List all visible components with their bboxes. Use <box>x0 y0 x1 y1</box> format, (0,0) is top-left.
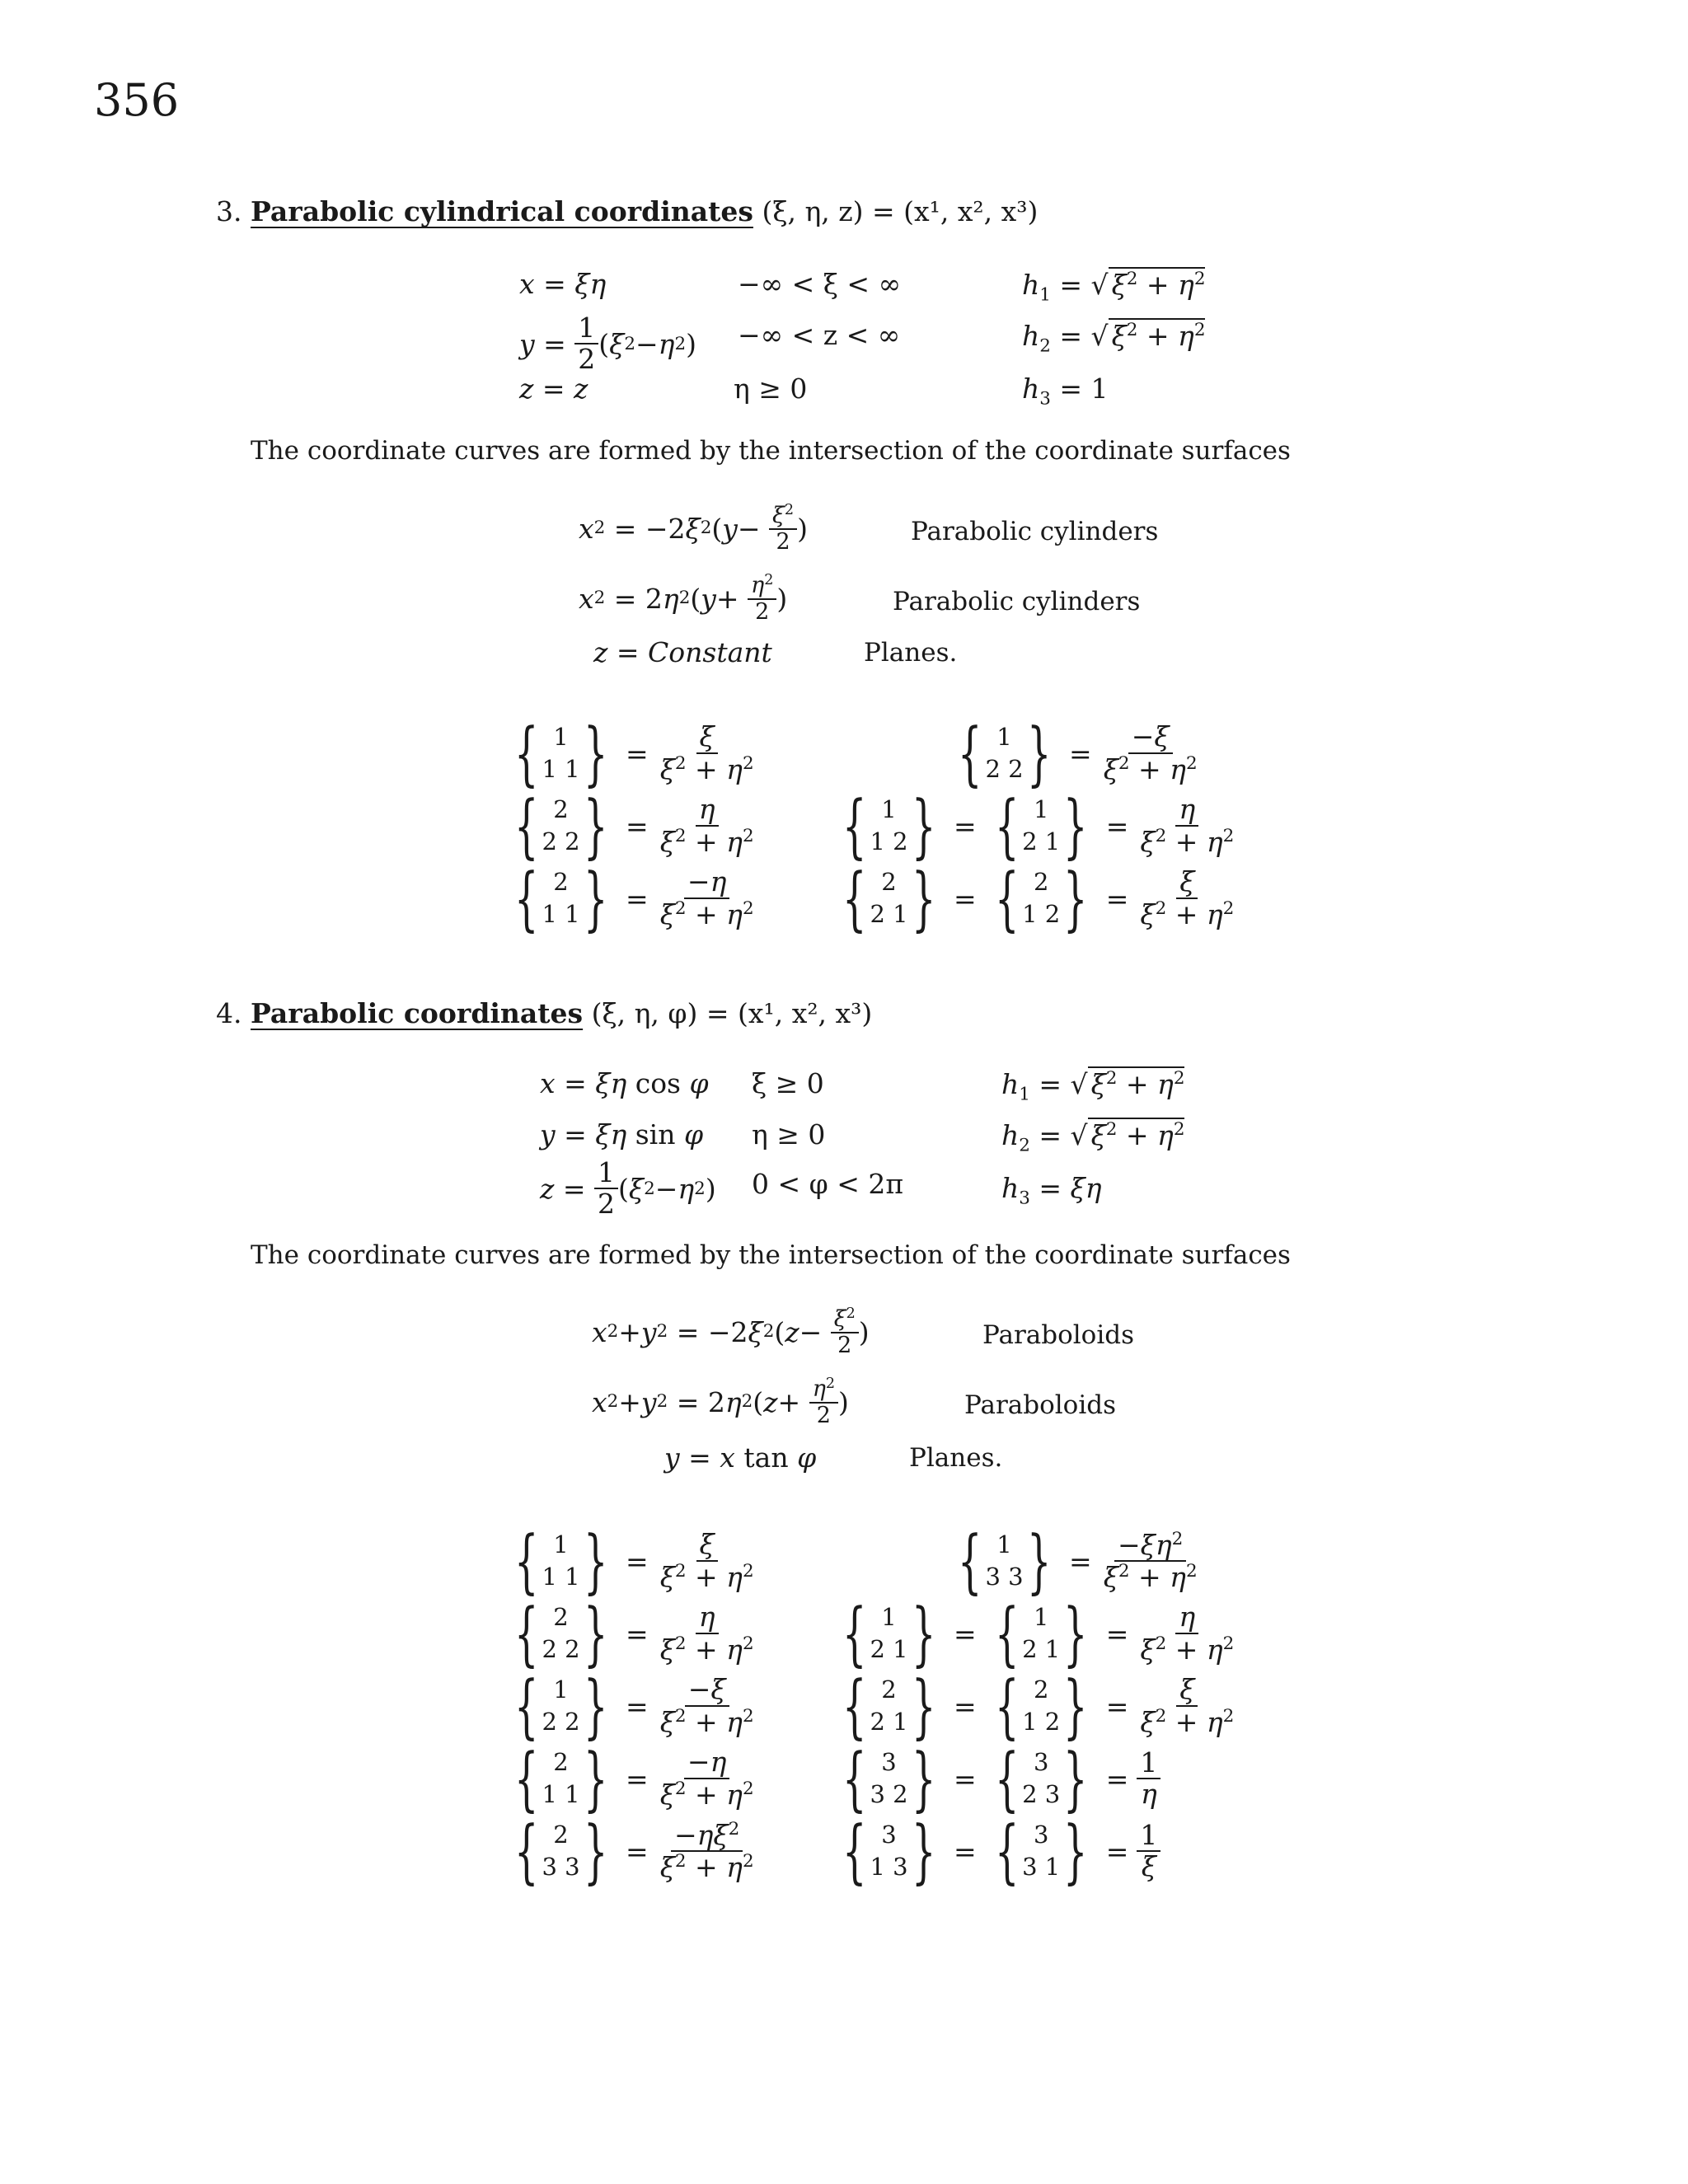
s4-christoffel-2-33: { 2 3 3 } = $\frac{-\eta\xi^2}{\xi^2 + \eta^2}$ <box>514 1811 754 1891</box>
s3-surface-3: z = Constant <box>593 636 772 668</box>
s4-range-phi: 0 < φ < 2π <box>752 1168 904 1200</box>
s4-range-eta: η ≥ 0 <box>752 1118 826 1151</box>
s3-christoffel-1-22: { 1 2 2 } = $\frac{-\xi}{\xi^2 + \eta^2}$ <box>958 713 1198 794</box>
s4-curves-text: The coordinate curves are formed by the intersection of the coordinate surfaces <box>251 1240 1291 1270</box>
s3-scale-h2: $h_2$ = √ $\xi^2 + \eta^2$ <box>1022 320 1206 357</box>
s4-transform-x: x = ξη cos φ <box>540 1067 709 1099</box>
s3-transform-y: y = $\frac{1}{2}$ ( ξ 2 − η 2 ) <box>519 312 696 376</box>
s3-surface-2-label: Parabolic cylinders <box>893 587 1141 616</box>
section-4-heading <box>216 997 873 1029</box>
s4-christoffel-1-21: { 1 2 1 } = { 1 2 1 } = $\frac{\eta}{\xi^2 + \eta^2}$ <box>842 1593 1235 1674</box>
section-4-number: 4. <box>216 997 242 1029</box>
s3-transform-x: x = ξη <box>519 268 607 300</box>
s3-christoffel-2-11: { 2 1 1 } = $\frac{-\eta}{\xi^2 + \eta^2}$ <box>514 858 754 939</box>
section-3-number: 3. <box>216 195 242 227</box>
s3-transform-z: z = z <box>519 373 588 405</box>
s4-christoffel-2-11: { 2 1 1 } = $\frac{-\eta}{\xi^2 + \eta^2}$ <box>514 1738 754 1819</box>
s3-surface-1: x 2 = −2 ξ 2 ( y − $\frac{\xi^2}{2}$ ) <box>579 502 808 555</box>
s4-christoffel-1-11: { 1 1 1 } = $\frac{\xi}{\xi^2 + \eta^2}$ <box>514 1521 754 1601</box>
s3-scale-h1: $h_1$ = √ $\xi^2 + \eta^2$ <box>1022 269 1206 306</box>
s3-christoffel-1-12: { 1 1 2 } = { 1 2 1 } = $\frac{\eta}{\xi^2 + \eta^2}$ <box>842 785 1235 866</box>
s4-surface-3-label: Planes. <box>909 1443 1003 1473</box>
s4-surface-2: x 2 + y 2 = 2 η 2 ( z + $\frac{\eta^2}{2}$ ) <box>592 1376 849 1428</box>
section-3-title: Parabolic cylindrical coordinates <box>251 195 753 227</box>
s4-transform-z: z = $\frac{1}{2}$ ( ξ 2 − η 2 ) <box>540 1156 716 1221</box>
s3-christoffel-2-22: { 2 2 2 } = $\frac{\eta}{\xi^2 + \eta^2}$ <box>514 785 754 866</box>
s4-transform-y: y = ξη sin φ <box>540 1118 704 1151</box>
s4-christoffel-1-22: { 1 2 2 } = $\frac{-\xi}{\xi^2 + \eta^2}$ <box>514 1666 754 1746</box>
s4-scale-h2: $h_2$ = √ $\xi^2 + \eta^2$ <box>1001 1119 1185 1156</box>
s3-christoffel-2-21: { 2 2 1 } = { 2 1 2 } = $\frac{\xi}{\xi^2 + \eta^2}$ <box>842 858 1235 939</box>
section-3-heading <box>216 195 1039 227</box>
s4-surface-1-label: Paraboloids <box>982 1320 1135 1350</box>
section-4-coords: (ξ, η, φ) = (x¹, x², x³) <box>591 997 873 1029</box>
s3-surface-2: x 2 = 2 η 2 ( y + $\frac{\eta^2}{2}$ ) <box>579 572 788 625</box>
s4-scale-h1: $h_1$ = √ $\xi^2 + \eta^2$ <box>1001 1068 1185 1105</box>
s4-christoffel-3-32: { 3 3 2 } = { 3 2 3 } = $\frac{1}{\eta}$ <box>832 1744 1160 1813</box>
s3-surface-3-label: Planes. <box>864 638 958 668</box>
s4-surface-3: y = x tan φ <box>664 1441 817 1474</box>
page-number: 356 <box>94 74 180 126</box>
s3-range-z: −∞ < z < ∞ <box>738 319 901 351</box>
s3-scale-h3: $h_3 = 1$ <box>1022 373 1109 410</box>
s3-surface-1-label: Parabolic cylinders <box>911 517 1159 546</box>
s3-range-eta: η ≥ 0 <box>734 373 808 405</box>
s4-christoffel-2-21: { 2 2 1 } = { 2 1 2 } = $\frac{\xi}{\xi^2 + \eta^2}$ <box>842 1666 1235 1746</box>
s3-curves-text: The coordinate curves are formed by the intersection of the coordinate surfaces <box>251 436 1291 466</box>
s4-scale-h3: $h_3 = \xi\eta$ <box>1001 1172 1102 1209</box>
s4-range-xi: ξ ≥ 0 <box>752 1067 824 1099</box>
s3-range-xi: −∞ < ξ < ∞ <box>738 268 902 300</box>
section-3-coords: (ξ, η, z) = (x¹, x², x³) <box>762 195 1039 227</box>
s4-christoffel-2-22: { 2 2 2 } = $\frac{\eta}{\xi^2 + \eta^2}$ <box>514 1593 754 1674</box>
s4-christoffel-3-13: { 3 1 3 } = { 3 3 1 } = $\frac{1}{\xi}$ <box>832 1816 1160 1886</box>
s4-christoffel-1-33: { 1 3 3 } = $\frac{-\xi\eta^2}{\xi^2 + \eta^2}$ <box>958 1521 1198 1601</box>
section-4-title: Parabolic coordinates <box>251 997 584 1029</box>
s4-surface-1: x 2 + y 2 = −2 ξ 2 ( z − $\frac{\xi^2}{2}$ ) <box>592 1305 870 1358</box>
s4-surface-2-label: Paraboloids <box>964 1390 1117 1420</box>
s3-christoffel-1-11: { 1 1 1 } = $\frac{\xi}{\xi^2 + \eta^2}$ <box>514 713 754 794</box>
